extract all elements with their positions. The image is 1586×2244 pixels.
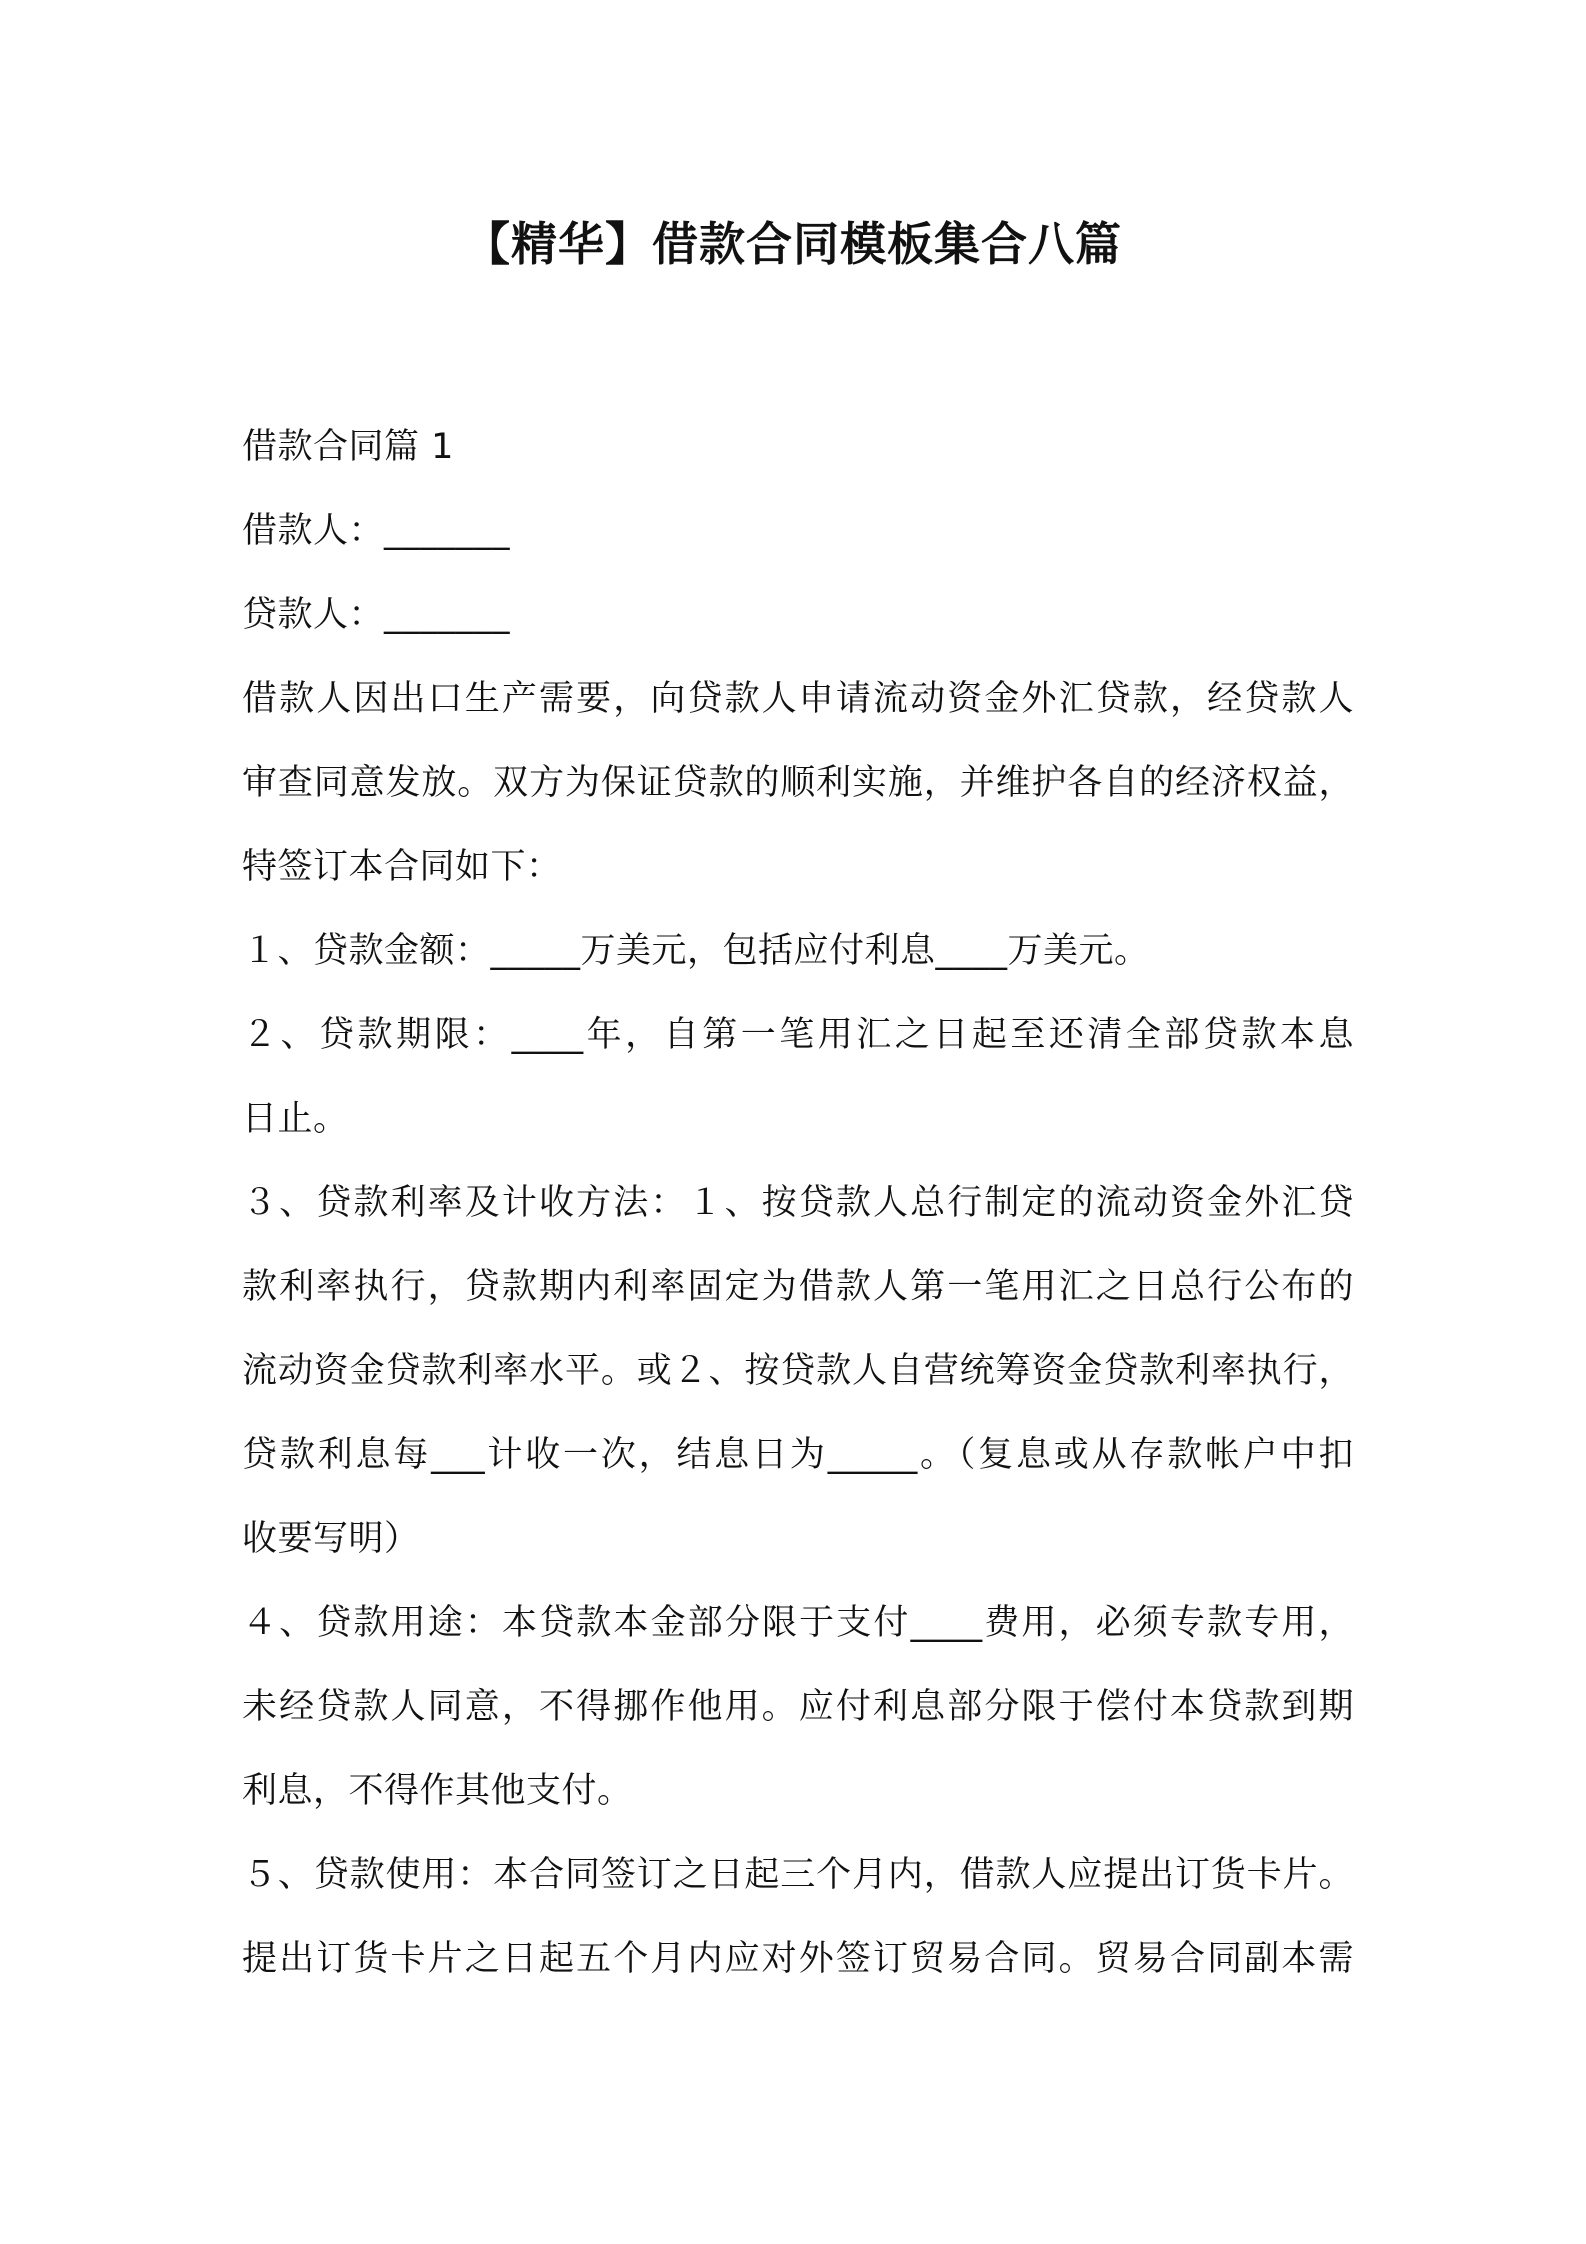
paragraph-line: 审查同意发放。双方为保证贷款的顺利实施，并维护各自的经济权益， (242, 763, 1354, 803)
clause-2-line: 日止。 (242, 1099, 349, 1139)
document-body (242, 405, 1354, 2001)
paragraph-line: 特签订本合同如下： (242, 847, 562, 887)
clause-3-line: 流动资金贷款利率水平。或２、按贷款人自营统筹资金贷款利率执行， (242, 1351, 1354, 1391)
clause-4-line: 利息，不得作其他支付。 (242, 1771, 633, 1811)
clause-2-line: ２、贷款期限：____年，自第一笔用汇之日起至还清全部贷款本息 (242, 1015, 1354, 1055)
section-heading: 借款合同篇 1 (242, 427, 454, 467)
clause-5-line: 提出订货卡片之日起五个月内应对外签订贸易合同。贸易合同副本需 (242, 1939, 1354, 1979)
document-title: 【精华】借款合同模板集合八篇 (464, 217, 1122, 271)
clause-4-line: 未经贷款人同意，不得挪作他用。应付利息部分限于偿付本贷款到期 (242, 1687, 1354, 1727)
paragraph-line: 借款人因出口生产需要，向贷款人申请流动资金外汇贷款，经贷款人 (242, 679, 1354, 719)
clause-3-line: 收要写明） (242, 1519, 420, 1559)
clause-3-line: 款利率执行，贷款期内利率固定为借款人第一笔用汇之日总行公布的 (242, 1267, 1354, 1307)
clause-3-line: ３、贷款利率及计收方法：１、按贷款人总行制定的流动资金外汇贷 (242, 1183, 1354, 1223)
borrower-line: 借款人：_______ (242, 511, 511, 551)
lender-line: 贷款人：_______ (242, 595, 511, 635)
clause-4-line: ４、贷款用途：本贷款本金部分限于支付____费用，必须专款专用， (242, 1603, 1354, 1643)
clause-5-line: ５、贷款使用：本合同签订之日起三个月内，借款人应提出订货卡片。 (242, 1855, 1354, 1895)
clause-1-line: １、贷款金额：_____万美元，包括应付利息____万美元。 (242, 931, 1150, 971)
clause-3-line: 贷款利息每___计收一次，结息日为_____。（复息或从存款帐户中扣 (242, 1435, 1354, 1475)
